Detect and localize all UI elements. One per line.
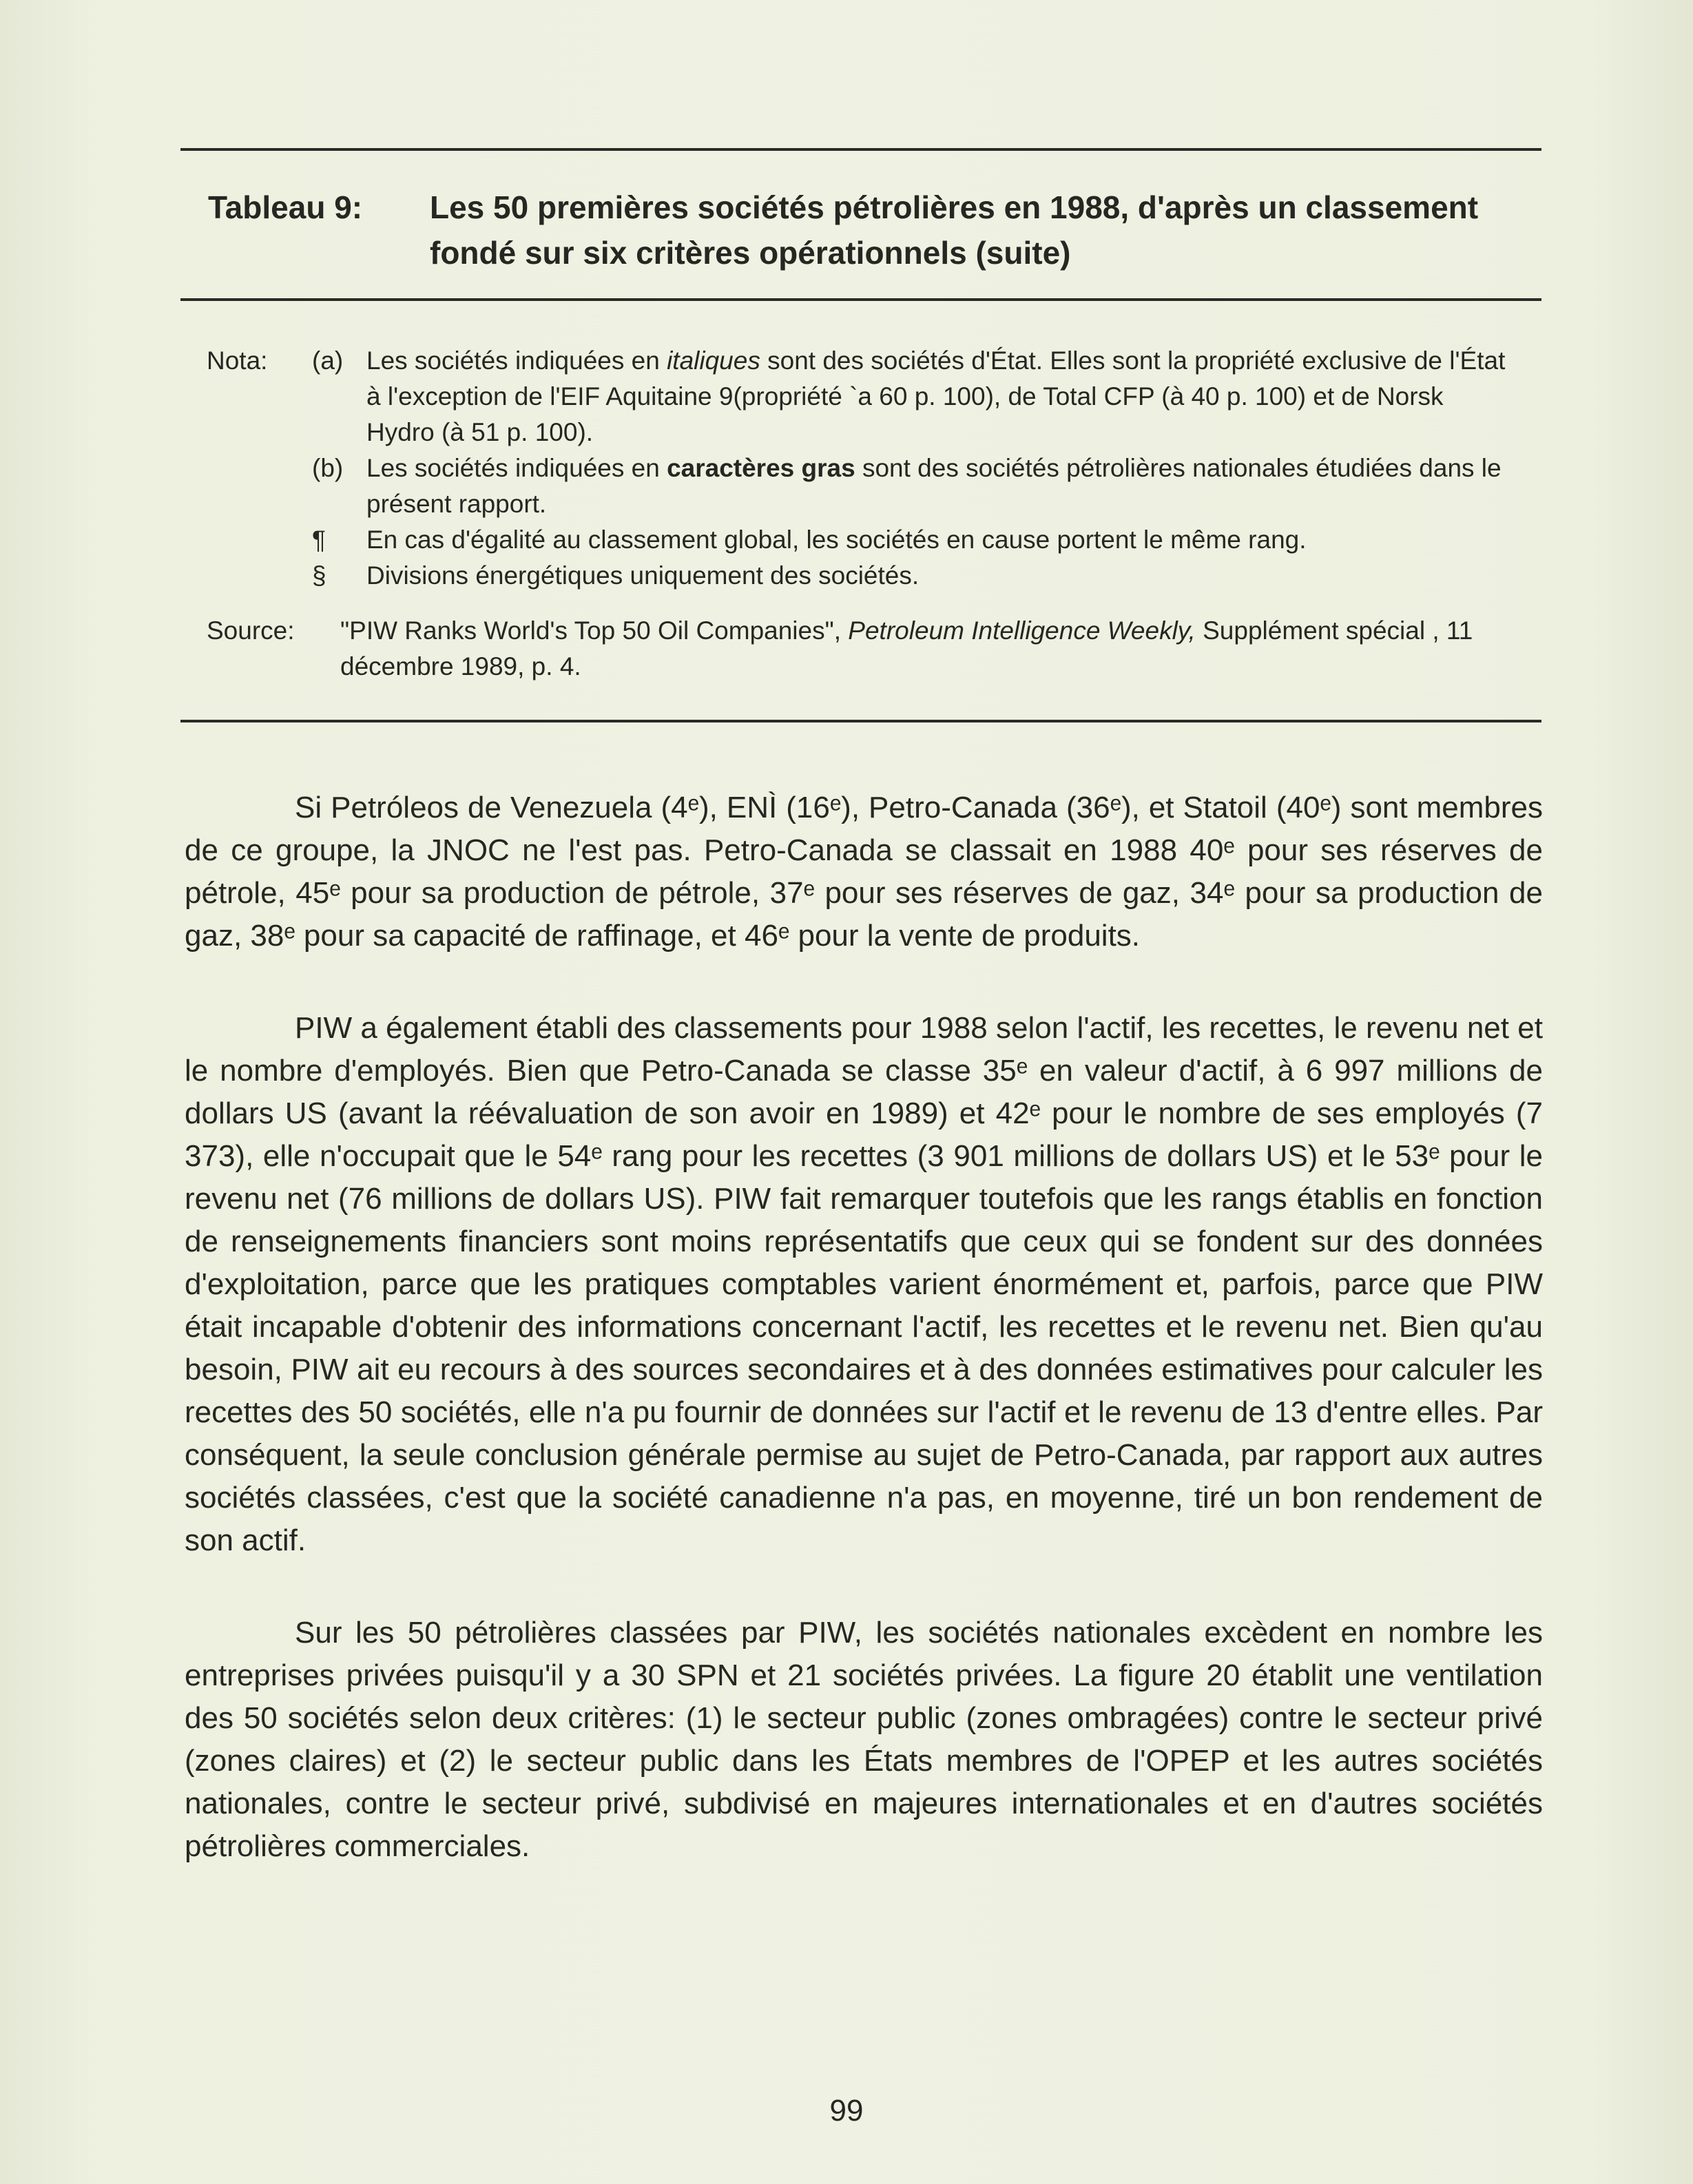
note-text: Divisions énergétiques uniquement des sociétés. [366, 561, 920, 590]
note-text: Les sociétés indiquées en [366, 346, 667, 375]
note-marker: (a) [312, 346, 344, 375]
note-pilcrow [207, 522, 1515, 558]
note-a [207, 343, 1515, 450]
note-section [207, 558, 1515, 594]
note-marker: ¶ [312, 526, 326, 554]
table-notes [207, 343, 1515, 685]
source-text: Supplément spécial , 11 décembre 1989, p. 4. [340, 616, 1473, 680]
notes-label: Nota: [207, 346, 268, 375]
notes-rule [180, 720, 1541, 722]
note-marker: § [312, 561, 326, 590]
note-emphasis: italiques [667, 346, 760, 375]
source-text: "PIW Ranks World's Top 50 Oil Companies", [340, 616, 849, 645]
body-text [185, 787, 1543, 1917]
note-emphasis: caractères gras [667, 454, 855, 482]
note-text: En cas d'égalité au classement global, les sociétés en cause portent le même rang. [366, 526, 1307, 554]
paragraph: PIW a également établi des classements pour 1988 selon l'actif, les recettes, le revenu net et le nombre d'employés. Bien que Petro-Canada se classe 35ᵉ en valeur d'actif, à 6 997 millions de dollars US (avant la réévaluation de son avoir en 1989) et 42ᵉ pour le nombre de ses employés (7 373), elle n'occupait que le 54ᵉ rang pour les recettes (3 901 millions de dollars US) et le 53ᵉ pour le revenu net (76 millions de dollars US). PIW fait remarquer toutefois que les rangs établis en fonction de renseignements financiers sont moins représentatifs que ceux qui se fondent sur des données d'exploitation, parce que les pratiques comptables varient énormément et, parfois, parce que PIW était incapable d'obtenir des informations concernant l'actif, les recettes et le revenu net. Bien qu'au besoin, PIW ait eu recours à des sources secondaires et à des données estimatives pour calculer les recettes des 50 sociétés, elle n'a pu fournir de données sur l'actif et le revenu de 13 d'entre elles. Par conséquent, la seule conclusion générale permise au sujet de Petro-Canada, par rapport aux autres sociétés classées, c'est que la société canadienne n'a pas, en moyenne, tiré un bon rendement de son actif. [185, 1011, 1543, 1557]
top-rule [180, 148, 1541, 151]
page-number: 99 [829, 2094, 864, 2128]
source-publication: Petroleum Intelligence Weekly, [848, 616, 1196, 645]
source-note [207, 613, 1515, 685]
table-caption-title: Les 50 premières sociétés pétrolières en 1988, d'après un classement fondé sur six critères opérationnels (suite) [430, 189, 1479, 271]
source-label: Source: [207, 616, 295, 645]
table-caption-label: Tableau 9: [208, 189, 363, 225]
paragraph: Sur les 50 pétrolières classées par PIW, les sociétés nationales excèdent en nombre les entreprises privées puisqu'il y a 30 SPN et 21 sociétés privées. La figure 20 établit une ventilation des 50 sociétés selon deux critères: (1) le secteur public (zones ombragées) contre le secteur privé (zones claires) et (2) le secteur public dans les États membres de l'OPEP et les autres sociétés nationales, contre le secteur privé, subdivisé en majeures internationales et en d'autres sociétés pétrolières commerciales. [185, 1616, 1543, 1863]
note-b [207, 450, 1515, 522]
paragraph: Si Petróleos de Venezuela (4ᵉ), ENÌ (16ᵉ), Petro-Canada (36ᵉ), et Statoil (40ᵉ) sont membres de ce groupe, la JNOC ne l'est pas. Petro-Canada se classait en 1988 40ᵉ pour ses réserves de pétrole, 45ᵉ pour sa production de pétrole, 37ᵉ pour ses réserves de gaz, 34ᵉ pour sa production de gaz, 38ᵉ pour sa capacité de raffinage, et 46ᵉ pour la vente de produits. [185, 791, 1543, 953]
note-marker: (b) [312, 454, 344, 482]
note-text: sont des sociétés d'État. Elles sont la propriété exclusive de l'État à l'exception de l'EIF Aquitaine 9(propriété `a 60 p. 100), de Total CFP (à 40 p. 100) et de Norsk Hydro (à 51 p. 100). [366, 346, 1506, 446]
caption-rule [180, 298, 1541, 301]
note-text: sont des sociétés pétrolières nationales étudiées dans le présent rapport. [366, 454, 1502, 518]
note-text: Les sociétés indiquées en [366, 454, 667, 482]
